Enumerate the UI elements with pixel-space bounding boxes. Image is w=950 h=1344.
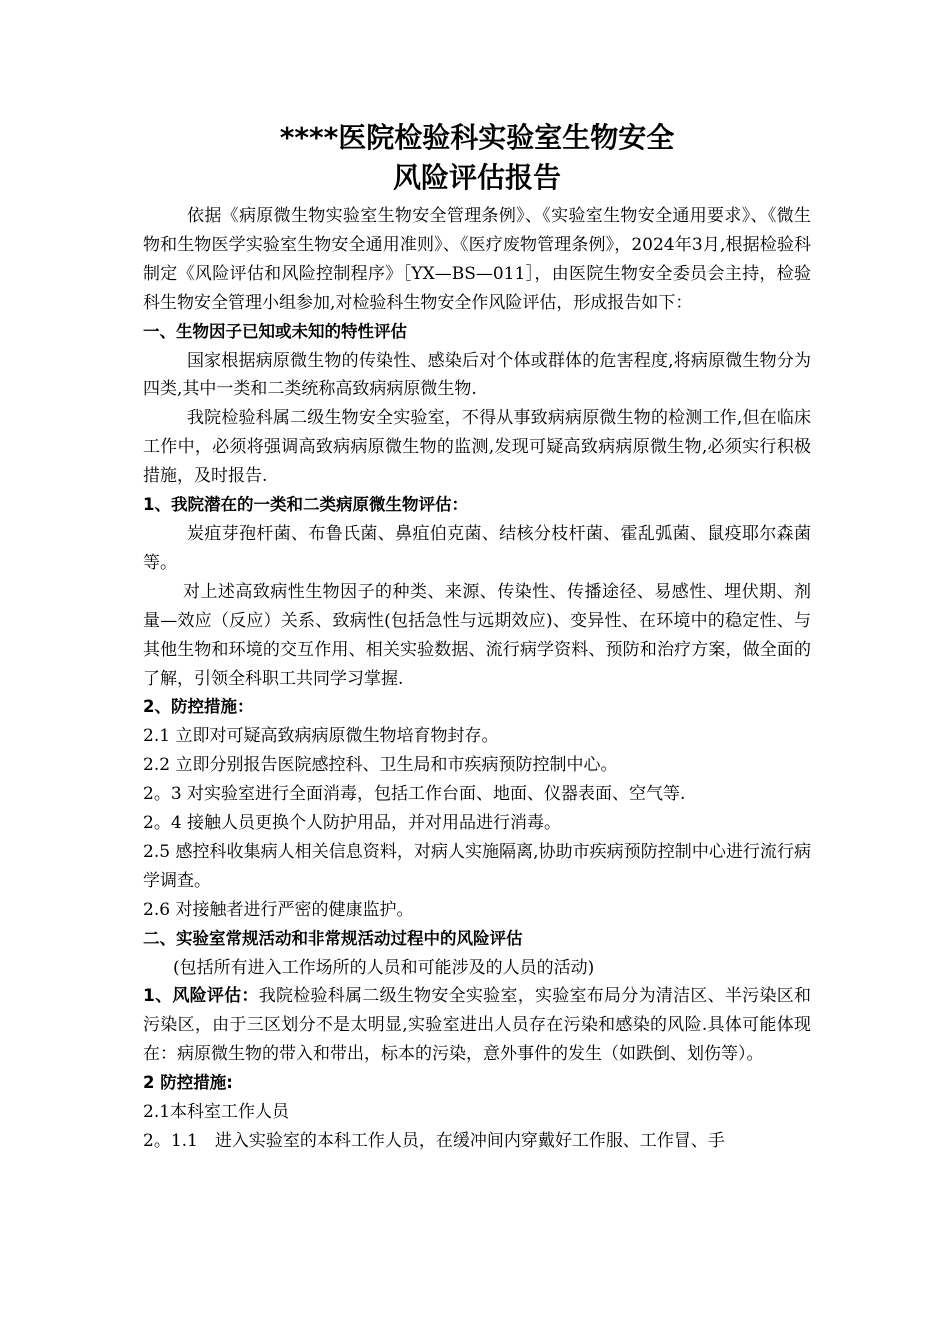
section1-paragraph-1: 国家根据病原微生物的传染性、感染后对个体或群体的危害程度,将病原微生物分为四类,其中一类和二类统称高致病病原微生物.: [143, 350, 811, 400]
measure-item: 2.2 立即分别报告医院感控科、卫生局和市疾病预防控制中心。: [143, 755, 618, 776]
intro-paragraph: 依据《病原微生物实验室生物安全管理条例》、《实验室生物安全通用要求》、《微生物和生物医学实验室生物安全通用准则》、《医疗废物管理条例》，2024年3月,根据检验科制定《风险评估和风险控制程序》［YX—BS—011］，由医院生物安全委员会主持，检验科生物安全管理小组参加,对检验科生物安全作风险评估，形成报告如下：: [143, 206, 811, 313]
risk-assessment-text: 我院检验科属二级生物安全实验室，实验室布局分为清洁区、半污染区和污染区，由于三区划分不是太明显,实验室进出人员存在污染和感染的风险.具体可能体现在：病原微生物的带入和带出，标本的污染，意外事件的发生（如跌倒、划伤等）。: [143, 986, 811, 1065]
document-title-line2: 风险评估报告: [392, 161, 561, 194]
staff-subheading: 2.1本科室工作人员: [143, 1102, 290, 1123]
risk-assessment-label: 1、风险评估：: [143, 986, 259, 1007]
document-title-line1: ****医院检验科实验室生物安全: [279, 121, 675, 154]
measure-item: 2.1 立即对可疑高致病病原微生物培育物封存。: [143, 726, 499, 747]
pathogen-list-paragraph: 炭疽芽孢杆菌、布鲁氏菌、鼻疽伯克菌、结核分枝杆菌、霍乱弧菌、鼠疫耶尔森菌等。: [143, 523, 811, 573]
risk-assessment-paragraph: [143, 982, 811, 1069]
section2-heading: 二、实验室常规活动和非常规活动过程中的风险评估: [143, 928, 523, 948]
section2-note: (包括所有进入工作场所的人员和可能涉及的人员的活动): [173, 957, 595, 978]
document-body: [143, 118, 811, 1156]
staff-rule-line: 2。1.1 进入实验室的本科工作人员，在缓冲间内穿戴好工作服、工作冒、手: [143, 1131, 725, 1151]
section1-heading: 一、生物因子已知或未知的特性评估: [143, 321, 407, 341]
subsection-1-heading: 1、我院潜在的一类和二类病原微生物评估：: [143, 495, 468, 515]
measure-item: 2。3 对实验室进行全面消毒，包括工作台面、地面、仪器表面、空气等.: [143, 784, 686, 805]
measure-item: 2.6 对接触者进行严密的健康监护。: [143, 899, 414, 920]
pathogen-study-paragraph: 对上述高致病性生物因子的种类、来源、传染性、传播途径、易感性、埋伏期、剂量—效应（反应）关系、致病性(包括急性与远期效应)、变异性、在环境中的稳定性、与其他生物和环境的交互作用、相关实验数据、流行病学资料、预防和治疗方案，做全面的了解，引领全科职工共同学习掌握.: [143, 581, 811, 689]
section1-paragraph-2: 我院检验科属二级生物安全实验室，不得从事致病病原微生物的检测工作,但在临床工作中，必须将强调高致病病原微生物的监测,发现可疑高致病病原微生物,必须实行积极措施，及时报告.: [143, 408, 811, 487]
measure-item: 2。4 接触人员更换个人防护用品，并对用品进行消毒。: [143, 813, 562, 834]
section2-measures-heading: 2 防控措施:: [143, 1073, 233, 1093]
measure-item: 2.5 感控科收集病人相关信息资料，对病人实施隔离,协助市疾病预防控制中心进行流行病学调查。: [143, 841, 811, 891]
subsection-2-heading: 2、防控措施：: [143, 697, 254, 717]
